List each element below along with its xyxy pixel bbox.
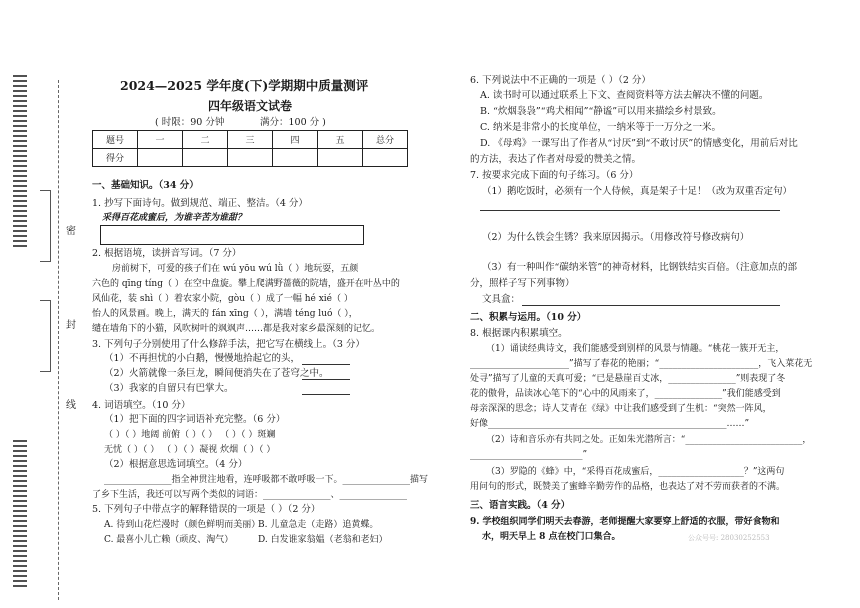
watermark: 公众号号: 28030252553 [688,534,770,542]
q5-option-a: A. 待到山花烂漫时（颜色鲜明而美丽） [104,520,261,530]
q3-item: （3）我家的自留只有巴掌大。 [104,383,234,394]
q5-option-d: D. 白发谁家翁媪（老翁和老妇） [258,535,388,545]
q6-option-a: A. 读书时可以通过联系上下文、查阅资料等方法去解决不懂的问题。 [480,90,769,101]
full-score: 满分：100 分 ) [260,117,326,128]
q9-text-cont: 水，明天早上 8 点在校门口集合。 [482,532,621,542]
score-entry[interactable] [318,149,363,167]
q5-option-c: C. 最喜小儿亡赖（顽皮、淘气） [104,535,234,545]
q8-text: 8. 根据课内积累填空。 [470,328,568,339]
score-table-cell: 一 [138,131,183,149]
q6-option-d: D. 《母鸡》一课写出了作者从“讨厌”到“不敢讨厌”的情感变化，用前后对比 [480,138,798,149]
score-entry[interactable] [363,149,408,167]
q1-answer-box[interactable] [100,225,364,245]
score-table-cell: 五 [318,131,363,149]
q4-fill: _______________指全神贯注地看，连呼吸都不敢呼吸一下。_______________描写 [104,475,429,485]
q7-item-2: （2）为什么铁会生锈？我来原因揭示。（用修改符号修改病句） [482,232,750,243]
score-table-cell: 四 [273,131,318,149]
q8-line: （1）诵读经典诗文，我们能感受到别样的风景与情趣。“桃花一簇开无主， [486,344,785,354]
q2-line: 怡人的风景画。晚上，满天的 fán xīng（ ），满墙 téng luó（ ）， [92,309,358,319]
q7-text: 7. 按要求完成下面的句子练习。（6 分） [470,170,639,181]
q6-option-b: B. “炊烟袅袅”“鸡犬相闻”“静谧”可以用来描绘乡村景致。 [480,106,722,117]
margin-pattern-bottom [13,440,27,590]
q9-text: 9. 学校组织同学们明天去春游，老师提醒大家要穿上舒适的衣服，带好食物和 [470,517,780,527]
q4-row: （ ）（ ）地阔 前俯（ ）（ ） （ ）（ ）斑斓 [104,430,276,440]
q7-item-1: （1）鹅吃饭时，必须有一个人侍候，真是架子十足！（改为双重否定句） [482,186,793,197]
seal-line [58,80,59,600]
q8-line: 母亲深深的思念；诗人艾青在《绿》中让我们感受到了生机：“突然一阵风， [470,404,772,414]
section-2-heading: 二、积累与运用。（10 分） [470,312,587,323]
q8-line: 花的傲骨，品读冰心笔下的“心中的风雨来了，_______________”我们能感受到 [470,389,781,399]
margin-bracket-2 [40,300,51,372]
q3-item: （1）不再担忧的小白鹅，慢慢地拾起它的头， [104,353,301,364]
q6-text: 6. 下列说法中不正确的一项是（ ）（2 分） [470,75,651,86]
q5-option-b: B. 儿童急走（走路）追黄蝶。 [258,520,379,530]
q7-item-3: （3）有一种叫作“碳纳米管”的神奇材料，比钢铁结实百倍。（注意加点的部 [482,262,798,273]
q8-line: _________________________” [470,450,588,460]
q6-option-d-cont: 的方法，表达了作者对母爱的赞美之情。 [470,154,642,165]
seal-char-feng: 封 [66,320,76,331]
q5-text: 5. 下列句子中带点字的解释错误的一项是（ ）（2 分） [92,504,321,515]
q6-option-c: C. 纳米是非常小的长度单位，一纳米等于一万分之一米。 [480,122,721,133]
score-entry[interactable] [273,149,318,167]
q8-line: 用问句的形式，既赞美了蜜蜂辛勤劳作的品格，也表达了对不劳而获者的不满。 [470,482,786,492]
time-limit: ( 时限：90 分钟 [155,117,225,128]
q8-line: 处寻”描写了儿童的天真可爱；“已是悬崖百丈冰，_______________”则表现了冬 [470,374,786,384]
score-table-header-row [93,131,408,149]
section-3-heading: 三、语言实践。（4 分） [470,500,571,511]
q3-answer-line[interactable] [302,394,350,395]
page-title: 2024—2025 学年度(下)学期期中质量测评 [120,78,369,93]
binding-margin [0,0,76,608]
q1-text: 1. 抄写下面诗句。做到规范、端正、整洁。（4 分） [92,198,308,209]
score-table-cell: 二 [183,131,228,149]
score-table [92,130,408,167]
q2-line: 房前树下，可爱的孩子们在 wú yōu wú lǜ（ ）地玩耍，五颜 [112,264,359,274]
q4-row: 无忧（ ）（ ） （ ）（ ）凝视 炊烟（ ）（ ） [104,445,276,455]
q7-example-label: 文具盒： [482,294,521,305]
q4-sub1: （1）把下面的四字词语补充完整。（6 分） [104,414,286,425]
q2-text: 2. 根据语境，读拼音写词。（7 分） [92,248,242,259]
q3-answer-line[interactable] [302,379,350,380]
score-entry[interactable] [138,149,183,167]
q4-sub2: （2）根据意思选词填空。（4 分） [104,459,248,470]
q8-line: （2）诗和音乐亦有共同之处。正如朱光潜所言：“__________________________， [486,435,812,445]
score-entry[interactable] [183,149,228,167]
q8-line: 好像_____________________________________________________……” [470,419,750,429]
margin-bracket-1 [40,190,51,262]
q7-answer-line[interactable] [522,305,780,306]
q3-item: （2）火箭就像一条巨龙，瞬间便消失在了苍穹之中。 [104,368,329,379]
q8-line: （3）罗隐的《蜂》中，“采得百花成蜜后，___________________？”这两句 [486,467,785,477]
seal-char-mi: 密 [66,226,76,237]
score-table-score-row [93,149,408,167]
page-subtitle: 四年级语文试卷 [208,99,293,113]
q8-line: ______________________”描写了春花的艳丽；“______________________，飞入菜花无 [470,359,813,369]
seal-char-xian: 线 [66,400,76,411]
score-entry[interactable] [228,149,273,167]
q7-item-3-cont: 分，照样子写下列事物） [470,278,575,289]
q1-poem: 采得百花成蜜后，为谁辛苦为谁甜？ [102,213,247,223]
q2-line: 缱在墙角下的小猫，风吹树叶的飒飒声……都是我对家乡最深刻的记忆。 [92,324,381,334]
q3-answer-line[interactable] [302,364,350,365]
section-1-heading: 一、基础知识。（34 分） [92,180,199,191]
q2-line: 风仙花，装 shì（ ）着农家小院，gòu（ ）成了一幅 hé xié（ ） [92,294,353,304]
margin-pattern-top [13,75,27,250]
score-table-cell: 三 [228,131,273,149]
q4-text: 4. 词语填空。（10 分） [92,400,191,411]
q2-line: 六色的 qīng tíng（ ）在空中盘旋。攀上爬满野蔷薇的院墙，盛开在叶丛中的 [92,279,400,289]
q3-text: 3. 下列句子分别使用了什么修辞手法，把它写在横线上。（3 分） [92,339,365,350]
score-table-cell: 题号 [93,131,138,149]
q7-answer-line[interactable] [480,210,780,211]
score-table-cell: 得分 [93,149,138,167]
score-table-cell: 总分 [363,131,408,149]
q4-fill: 了乡下生活，我还可以写两个类似的词语：_______________、_______________ [92,490,408,500]
